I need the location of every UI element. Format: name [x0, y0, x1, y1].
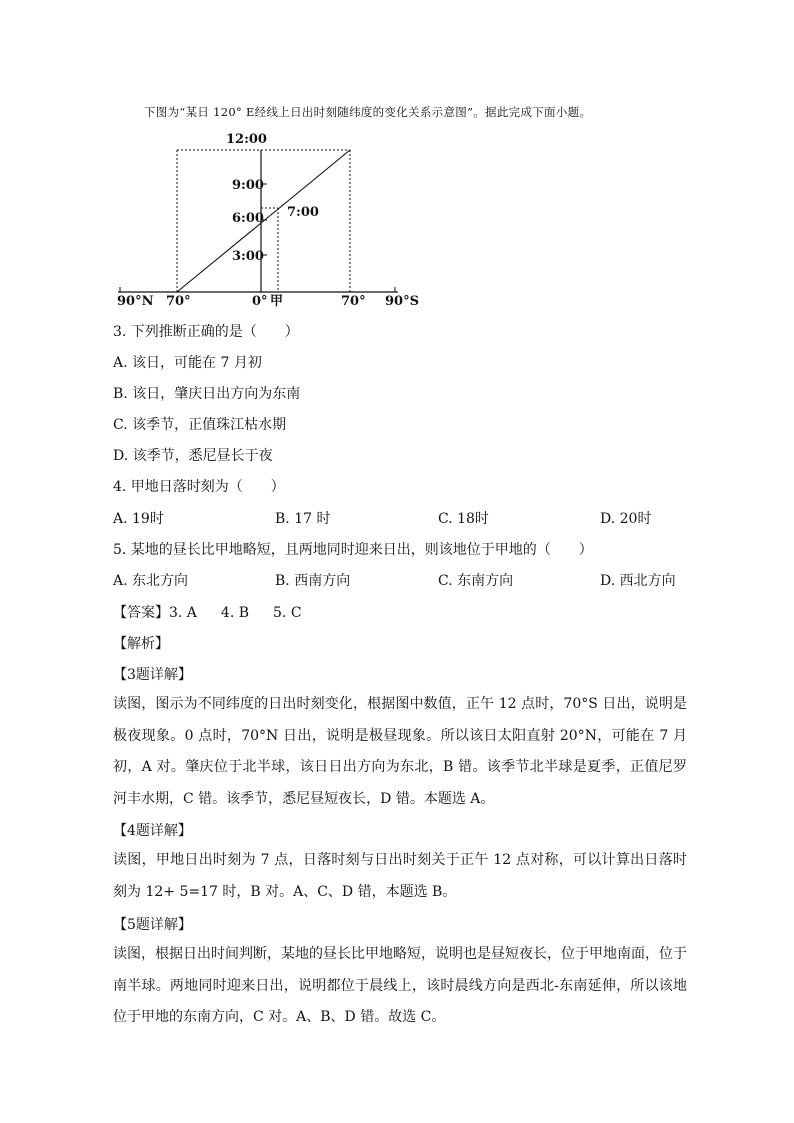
question-3-option-c: C. 该季节，正值珠江枯水期 [113, 417, 287, 433]
x-tick-label: 甲 [270, 294, 284, 309]
question-5-stem: 5. 某地的昼长比甲地略短，且两地同时迎来日出，则该地位于甲地的（ ） [113, 542, 593, 558]
y-tick-label: 9:00 [232, 178, 264, 193]
y-tick-label: 12:00 [226, 132, 267, 147]
question-3-stem: 3. 下列推断正确的是（ ） [113, 324, 299, 340]
ref-time-annotation: 7:00 [287, 205, 319, 220]
answer-item: 5. C [273, 605, 302, 621]
detail-3-heading: 【3题详解】 [113, 667, 192, 683]
question-3-option-d: D. 该季节，悉尼昼长于夜 [113, 448, 273, 464]
x-tick-label: 90°N [117, 294, 154, 309]
question-5-option-c: C. 东南方向 [438, 573, 514, 589]
answer-line [113, 602, 302, 622]
x-tick-label: 70° [166, 294, 191, 309]
y-tick-label: 3:00 [232, 249, 264, 264]
y-tick-label: 6:00 [232, 211, 264, 226]
answer-label: 【答案】 [113, 605, 169, 621]
question-4-option-c: C. 18时 [438, 511, 489, 527]
question-5-option-a: A. 东北方向 [113, 573, 189, 589]
detail-4-heading: 【4题详解】 [113, 823, 192, 839]
answer-item: 4. B [220, 605, 250, 621]
x-tick-label: 0° [252, 294, 268, 309]
question-3-option-b: B. 该日，肇庆日出方向为东南 [113, 386, 301, 402]
x-tick-label: 70° [341, 294, 366, 309]
question-4-option-d: D. 20时 [600, 511, 652, 527]
detail-5-text: 读图，根据日出时间判断，某地的昼长比甲地略短，说明也是昼短夜长，位于甲地南面，位于南半球。两地同时迎来日出，说明都位于晨线上，该时晨线方向是西北-东南延伸，所以该地位于甲地的东南方向，C 对。A、B、D 错。故选 C。 [113, 946, 687, 1025]
question-4-option-a: A. 19时 [113, 511, 164, 527]
intro-text: 下图为“某日 120° E经线上日出时刻随纬度的变化关系示意图”。据此完成下面小题。 [144, 105, 592, 119]
detail-5-heading: 【5题详解】 [113, 917, 192, 933]
answer-item: 3. A [169, 605, 197, 621]
detail-3-text: 读图，图示为不同纬度的日出时刻变化，根据图中数值，正午 12 点时，70°S 日出，说明是极夜现象。0 点时，70°N 日出，说明是极昼现象。所以该日太阳直射 20°N，可能在 7 月初，A 对。肇庆位于北半球，该日日出方向为东北，B 错。该季节北半球是夏季，正值尼罗河丰水期，C 错。该季节，悉尼昼短夜长，D 错。本题选 A。 [113, 696, 687, 807]
question-5-option-d: D. 西北方向 [600, 573, 676, 589]
sunrise-time-chart [0, 0, 794, 320]
question-4-stem: 4. 甲地日落时刻为（ ） [113, 479, 285, 495]
analysis-label: 【解析】 [113, 636, 169, 652]
question-4-option-b: B. 17 时 [275, 511, 331, 527]
question-5-option-b: B. 西南方向 [275, 573, 351, 589]
x-tick-label: 90°S [385, 294, 419, 309]
detail-4-text: 读图，甲地日出时刻为 7 点，日落时刻与日出时刻关于正午 12 点对称，可以计算出日落时刻为 12+ 5=17 时，B 对。A、C、D 错，本题选 B。 [113, 852, 687, 900]
question-3-option-a: A. 该日，可能在 7 月初 [113, 355, 262, 371]
